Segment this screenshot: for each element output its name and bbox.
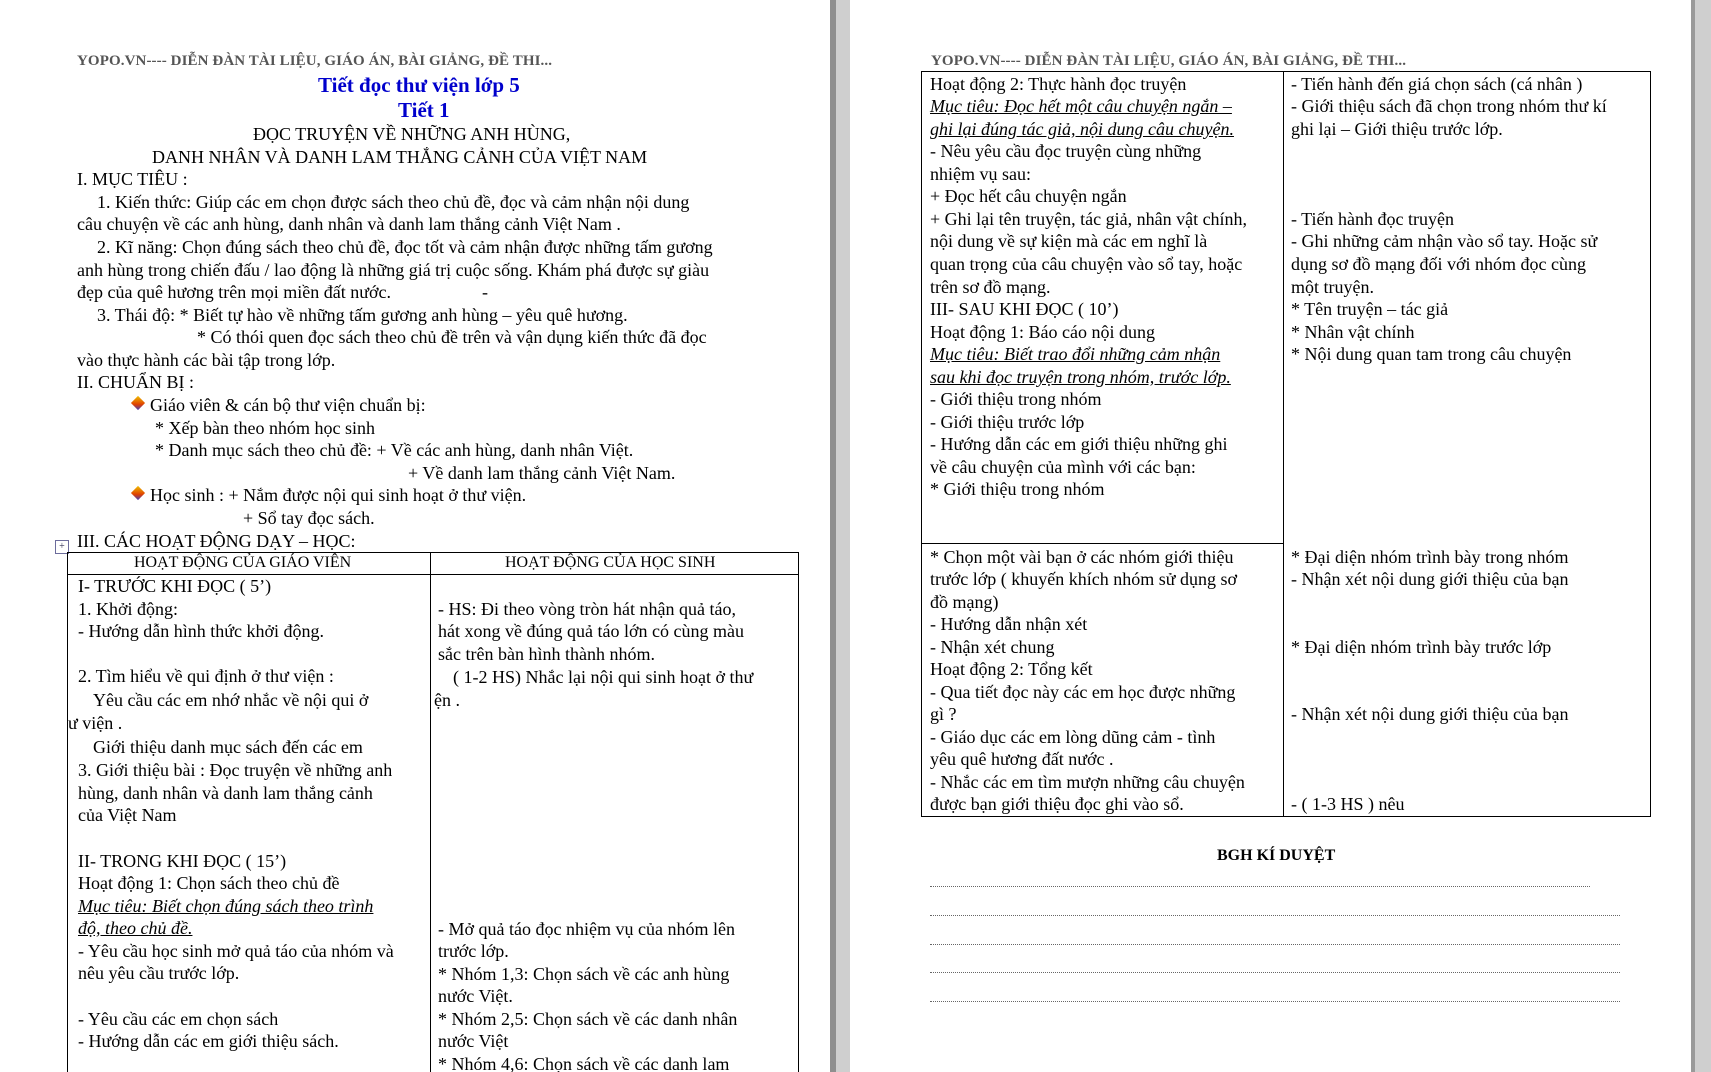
prep-book-list-2: + Về danh lam thắng cảnh Việt Nam.: [408, 463, 676, 483]
hs-line: ện .: [434, 690, 460, 710]
document-page-right: [850, 0, 1691, 1072]
gv-line: 2. Tìm hiểu về qui định ở thư viện :: [78, 666, 334, 686]
prep-notebook: + Sổ tay đọc sách.: [243, 508, 375, 528]
gv-line: Hoạt động 1: Báo cáo nội dung: [930, 322, 1155, 342]
signature-line: [930, 915, 1620, 916]
lesson-subtitle-line2: DANH NHÂN VÀ DANH LAM THẮNG CẢNH CỦA VIỆT NAM: [152, 147, 648, 167]
gv-line: Mục tiêu: Đọc hết một câu chuyện ngắn –: [930, 96, 1232, 116]
gv-line: 3. Giới thiệu bài : Đọc truyện về những anh: [78, 760, 393, 780]
hs-line: - Tiến hành đến giá chọn sách (cá nhân ): [1291, 74, 1583, 94]
hs-line: ( 1-2 HS) Nhắc lại nội qui sinh hoạt ở thư: [453, 667, 754, 687]
header-teacher-activities: HOẠT ĐỘNG CỦA GIÁO VIÊN: [134, 554, 352, 571]
activities-table: [67, 552, 799, 1072]
objective-attitude-line1: 3. Thái độ: * Biết tự hào về những tấm gương anh hùng – yêu quê hương.: [97, 305, 628, 325]
gv-line: Hoạt động 1: Chọn sách theo chủ đề: [78, 873, 340, 893]
gv-line: Giới thiệu danh mục sách đến các em: [93, 737, 363, 757]
gv-line: ghi lại đúng tác giả, nội dung câu chuyện.: [930, 119, 1234, 139]
hs-line: - Nhận xét nội dung giới thiệu của bạn: [1291, 704, 1569, 724]
activities-table-continued: [921, 71, 1651, 817]
gv-line: hùng, danh nhân và danh lam thắng cảnh: [78, 783, 373, 803]
hs-line: * Nhân vật chính: [1291, 322, 1415, 342]
hs-line: nước Việt.: [438, 986, 513, 1006]
gv-line: - Hướng dẫn các em giới thiệu những ghi: [930, 434, 1228, 454]
gv-line: - Giới thiệu trong nhóm: [930, 389, 1102, 409]
gv-line: - Yêu cầu các em chọn sách: [78, 1009, 279, 1029]
hs-line: - ( 1-3 HS ) nêu: [1291, 794, 1405, 814]
header-student-activities: HOẠT ĐỘNG CỦA HỌC SINH: [505, 554, 716, 571]
signature-line: [930, 1001, 1620, 1002]
gv-line: - Yêu cầu học sinh mở quả táo của nhóm và: [78, 941, 394, 961]
gv-line: đồ mạng): [930, 592, 999, 612]
gv-line: - Nhận xét chung: [930, 637, 1055, 657]
gv-line: yêu quê hương đất nước .: [930, 749, 1114, 769]
gv-line: quan trọng của câu chuyện vào sổ tay, hoặc: [930, 254, 1243, 274]
diamond-bullet-icon: [130, 487, 146, 503]
stray-dash: -: [482, 282, 488, 302]
gv-line: của Việt Nam: [78, 805, 177, 825]
objective-skill-line3: đẹp của quê hương trên mọi miền đất nước.: [77, 282, 391, 302]
hs-line: dụng sơ đồ mạng đối với nhóm đọc cùng: [1291, 254, 1587, 274]
hs-line: - Mở quả táo đọc nhiệm vụ của nhóm lên: [438, 919, 735, 939]
hs-line: sắc trên bàn hình thành nhóm.: [438, 644, 655, 664]
objective-knowledge-line2: câu chuyện về các anh hùng, danh nhân và danh lam thắng cảnh Việt Nam .: [77, 214, 621, 234]
objective-attitude-line2: * Có thói quen đọc sách theo chủ đề trên và vận dụng kiến thức đã đọc: [197, 327, 707, 347]
approval-heading: BGH KÍ DUYỆT: [1217, 847, 1336, 864]
prep-students: Học sinh : + Nắm được nội qui sinh hoạt ở thư viện.: [130, 485, 526, 506]
gv-line: I- TRƯỚC KHI ĐỌC ( 5’): [78, 576, 272, 596]
prep-teacher: Giáo viên & cán bộ thư viện chuẩn bị:: [130, 395, 426, 416]
gv-line: nội dung về sự kiện mà các em nghĩ là: [930, 231, 1208, 251]
hs-line: - Ghi những cảm nhận vào sổ tay. Hoặc sử: [1291, 231, 1598, 251]
lesson-subtitle-line1: ĐỌC TRUYỆN VỀ NHỮNG ANH HÙNG,: [253, 124, 571, 144]
gv-line: + Ghi lại tên truyện, tác giả, nhân vật chính,: [930, 209, 1248, 229]
signature-line: [930, 944, 1620, 945]
hs-line: * Nhóm 1,3: Chọn sách về các anh hùng: [438, 964, 730, 984]
section-objectives: I. MỤC TIÊU :: [77, 169, 188, 189]
gv-line: 1. Khởi động:: [78, 599, 179, 619]
gv-line: trên sơ đồ mạng.: [930, 277, 1051, 297]
gv-line: Mục tiêu: Biết chọn đúng sách theo trình: [78, 896, 374, 916]
hs-line: * Đại diện nhóm trình bày trong nhóm: [1291, 547, 1569, 567]
gv-line: được bạn giới thiệu đọc ghi vào sổ.: [930, 794, 1184, 814]
gv-line: Mục tiêu: Biết trao đổi những cảm nhận: [930, 344, 1221, 364]
gv-line: trước lớp ( khuyến khích nhóm sử dụng sơ: [930, 569, 1238, 589]
gv-line: - Qua tiết đọc này các em học được những: [930, 682, 1236, 702]
hs-line: - Giới thiệu sách đã chọn trong nhóm thư kí: [1291, 96, 1607, 116]
prep-arrange-desks: * Xếp bàn theo nhóm học sinh: [155, 418, 375, 438]
hs-line: ghi lại – Giới thiệu trước lớp.: [1291, 119, 1503, 139]
gv-line: - Nhắc các em tìm mượn những câu chuyện: [930, 772, 1245, 792]
hs-line: - Nhận xét nội dung giới thiệu của bạn: [1291, 569, 1569, 589]
gv-line: * Chọn một vài bạn ở các nhóm giới thiệu: [930, 547, 1234, 567]
gv-line: ư viện .: [68, 713, 123, 733]
signature-line: [930, 886, 1590, 887]
signature-line: [930, 972, 1620, 973]
diamond-bullet-icon: [130, 397, 146, 413]
gv-line: II- TRONG KHI ĐỌC ( 15’): [78, 851, 287, 871]
hs-line: nước Việt: [438, 1031, 509, 1051]
table-move-handle-icon[interactable]: +: [55, 540, 69, 554]
document-page-left: [0, 0, 830, 1072]
objective-attitude-line3: vào thực hành các bài tập trong lớp.: [77, 350, 336, 370]
prep-book-list: * Danh mục sách theo chủ đề: + Về các anh hùng, danh nhân Việt.: [155, 440, 634, 460]
gv-line: về câu chuyện của mình với các bạn:: [930, 457, 1196, 477]
gv-line: gì ?: [930, 704, 957, 724]
gv-line: Hoạt động 2: Tổng kết: [930, 659, 1093, 679]
page-title: Tiết đọc thư viện lớp 5: [318, 73, 520, 97]
gv-line: độ, theo chủ đề.: [78, 918, 193, 938]
gv-line: - Nêu yêu cầu đọc truyện cùng những: [930, 141, 1202, 161]
page-header: YOPO.VN---- DIỄN ĐÀN TÀI LIỆU, GIÁO ÁN, BÀI GIẢNG, ĐỀ THI...: [931, 53, 1407, 69]
hs-line: * Tên truyện – tác giả: [1291, 299, 1449, 319]
hs-line: - HS: Đi theo vòng tròn hát nhận quả táo,: [438, 599, 736, 619]
hs-line: * Nhóm 4,6: Chọn sách về các danh lam: [438, 1054, 730, 1072]
section-activities: III. CÁC HOẠT ĐỘNG DẠY – HỌC:: [77, 531, 356, 551]
gv-line: - Giới thiệu trước lớp: [930, 412, 1085, 432]
gv-line: - Hướng dẫn nhận xét: [930, 614, 1088, 634]
section-preparation: II. CHUẨN BỊ :: [77, 372, 194, 392]
hs-line: * Đại diện nhóm trình bày trước lớp: [1291, 637, 1552, 657]
gv-line: sau khi đọc truyện trong nhóm, trước lớp.: [930, 367, 1231, 387]
objective-skill-line2: anh hùng trong chiến đấu / lao động là những giá trị cuộc sống. Khám phá được sự giàu: [77, 260, 710, 280]
gv-line: - Giáo dục các em lòng dũng cảm - tình: [930, 727, 1216, 747]
gv-line: nhiệm vụ sau:: [930, 164, 1031, 184]
hs-line: hát xong về đúng quả táo lớn có cùng màu: [438, 621, 744, 641]
gv-line: - Hướng dẫn hình thức khởi động.: [78, 621, 325, 641]
lesson-number: Tiết 1: [398, 98, 450, 122]
objective-skill-line1: 2. Kĩ năng: Chọn đúng sách theo chủ đề, đọc tốt và cảm nhận được những tấm gương: [97, 237, 713, 257]
gv-line: Hoạt động 2: Thực hành đọc truyện: [930, 74, 1187, 94]
objective-knowledge-line1: 1. Kiến thức: Giúp các em chọn được sách theo chủ đề, đọc và cảm nhận nội dung: [97, 192, 690, 212]
page-edge-right: [1691, 0, 1695, 1072]
gv-line: III- SAU KHI ĐỌC ( 10’): [930, 299, 1119, 319]
page-header: YOPO.VN---- DIỄN ĐÀN TÀI LIỆU, GIÁO ÁN, BÀI GIẢNG, ĐỀ THI...: [77, 53, 553, 69]
gv-line: - Hướng dẫn các em giới thiệu sách.: [78, 1031, 339, 1051]
gv-line: nêu yêu cầu trước lớp.: [78, 963, 240, 983]
hs-line: * Nội dung quan tam trong câu chuyện: [1291, 344, 1572, 364]
hs-line: một truyện.: [1291, 277, 1374, 297]
page-gap: [836, 0, 850, 1072]
gv-line: Yêu cầu các em nhớ nhắc về nội qui ở: [93, 690, 369, 710]
hs-line: * Nhóm 2,5: Chọn sách về các danh nhân: [438, 1009, 738, 1029]
gv-line: * Giới thiệu trong nhóm: [930, 479, 1105, 499]
hs-line: trước lớp.: [438, 941, 509, 961]
hs-line: - Tiến hành đọc truyện: [1291, 209, 1454, 229]
gv-line: + Đọc hết câu chuyện ngắn: [930, 186, 1127, 206]
